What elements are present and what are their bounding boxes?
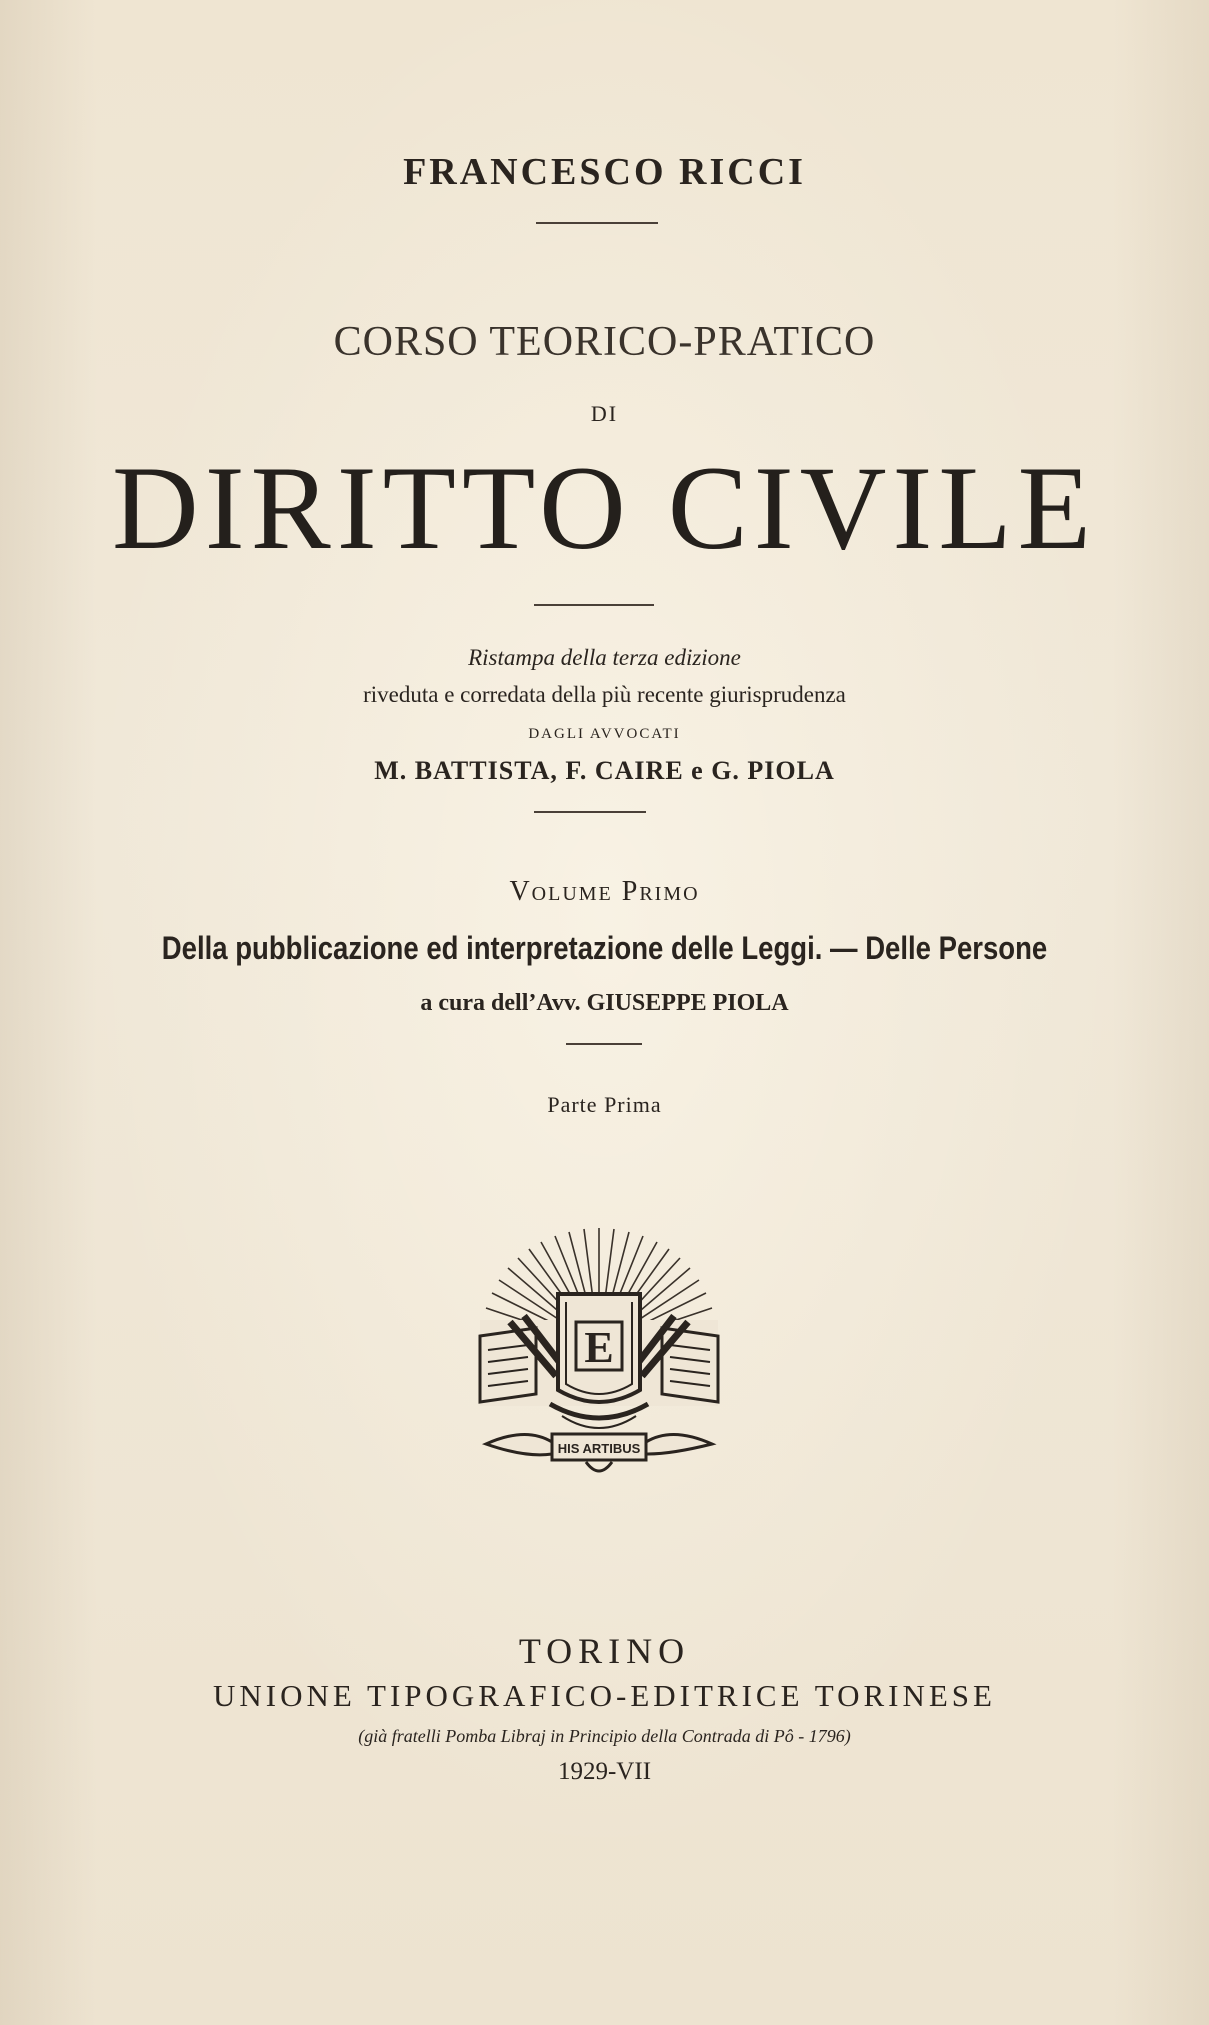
part-label: Parte Prima xyxy=(547,1092,662,1117)
publication-year: 1929-VII xyxy=(557,1758,652,1785)
volume-label: Volume Primo xyxy=(509,876,700,907)
svg-text:HIS ARTIBUS: HIS ARTIBUS xyxy=(557,1441,641,1456)
by-label: DAGLI AVVOCATI xyxy=(528,726,681,742)
revision-note: riveduta e corredata della più recente giurisprudenza xyxy=(363,682,846,707)
publisher-emblem-icon xyxy=(466,1218,732,1490)
reprint-note: Ristampa della terza edizione xyxy=(468,645,741,670)
divider-rule xyxy=(566,1043,642,1045)
publisher-city: TORINO xyxy=(518,1631,691,1671)
editors-line: M. BATTISTA, F. CAIRE e G. PIOLA xyxy=(374,756,835,785)
divider-rule xyxy=(534,811,646,813)
svg-text:E: E xyxy=(584,1323,614,1372)
volume-editor: a cura dell’Avv. GIUSEPPE PIOLA xyxy=(420,990,789,1016)
publisher-name: UNIONE TIPOGRAFICO-EDITRICE TORINESE xyxy=(213,1678,996,1713)
di-label: DI xyxy=(590,401,619,426)
publisher-history: (già fratelli Pomba Libraj in Principio della Contrada di Pô - 1796) xyxy=(358,1726,851,1746)
author-name: FRANCESCO RICCI xyxy=(403,151,806,193)
volume-subject: Della pubblicazione ed interpretazione delle Leggi. — Delle Persone xyxy=(161,930,1048,966)
divider-rule xyxy=(534,604,654,606)
course-label: CORSO TEORICO-PRATICO xyxy=(333,319,876,365)
main-title: DIRITTO CIVILE xyxy=(112,441,1097,574)
divider-rule xyxy=(536,222,658,224)
